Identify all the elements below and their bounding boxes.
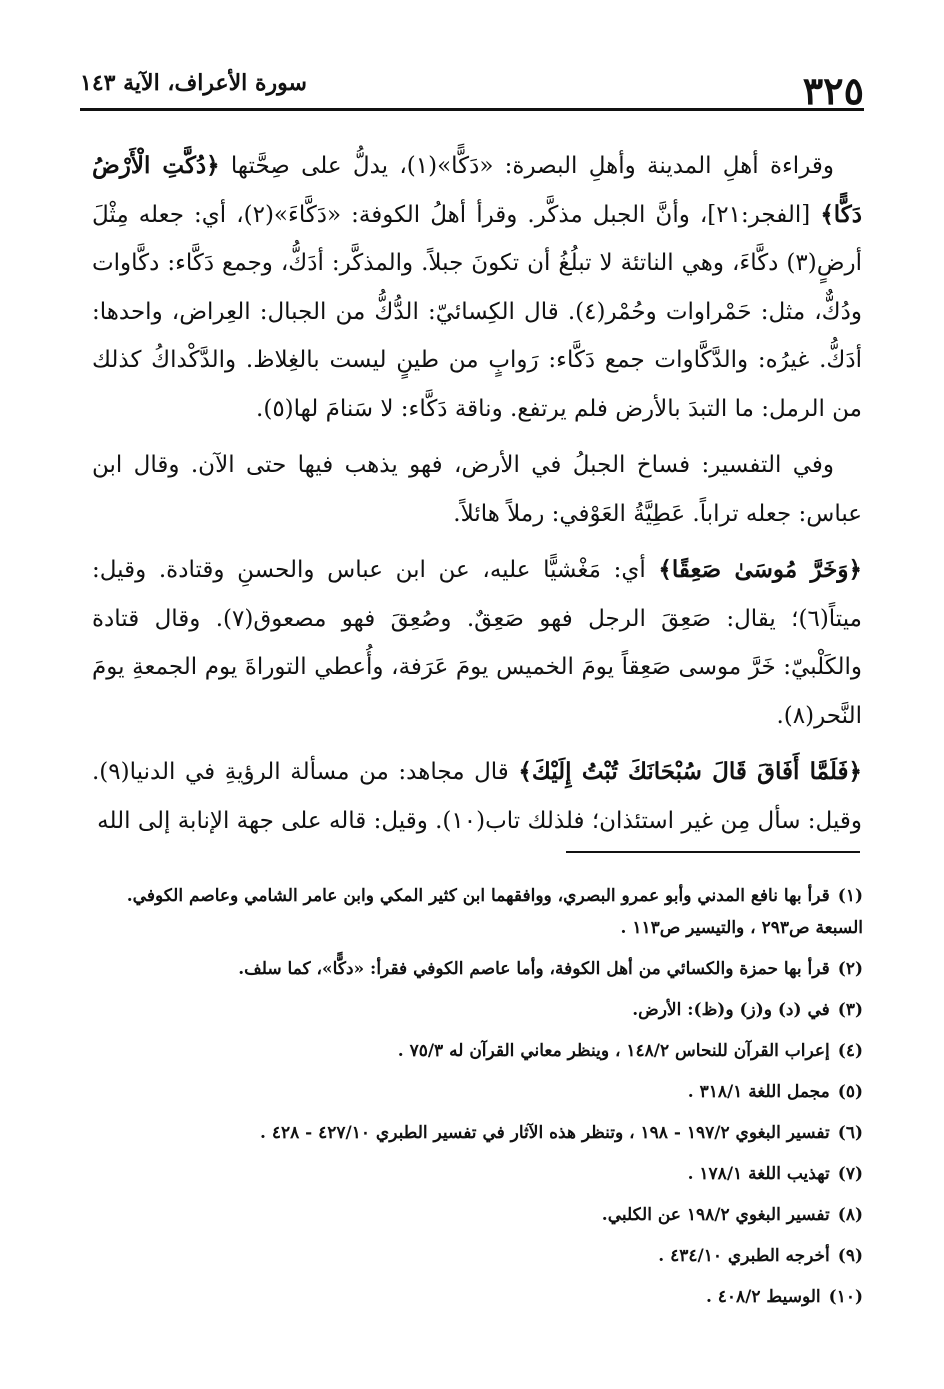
- footnote-text: تفسير البغوي ١٩٨/٢ عن الكلبي.: [601, 1205, 830, 1225]
- quran-verse: ﴿دُكَّتِ الْأَرْضُ دَكًّا﴾: [92, 152, 862, 228]
- footnote: [88, 1281, 863, 1313]
- footnote-number: (١٠): [828, 1287, 863, 1307]
- footnote-text: مجمل اللغة ٣١٨/١ .: [687, 1082, 830, 1102]
- text-run: وقراءة أهلِ المدينة وأهلِ البصرة: «دَكًّا»(١)، يدلُّ على صِحَّتها: [219, 153, 834, 179]
- footnote-text: في (د) و(ز) و(ظ): الأرض.: [632, 1000, 830, 1020]
- footnote-rule: [566, 851, 860, 853]
- footnote-text: تهذيب اللغة ١٧٨/١ .: [687, 1164, 830, 1184]
- footnote-text: تفسير البغوي ١٩٧/٢ - ١٩٨ ، وتنظر هذه الآثار في تفسير الطبري ٤٢٧/١٠ - ٤٢٨ .: [259, 1123, 830, 1143]
- page-number: ٣٢٥: [802, 68, 864, 113]
- paragraph: [92, 546, 862, 740]
- quran-verse: ﴿فَلَمَّا أَفَاقَ قَالَ سُبْحَانَكَ تُبْتُ إِلَيْكَ﴾: [518, 758, 862, 785]
- footnote-text: إعراب القرآن للنحاس ١٤٨/٢ ، وينظر معاني القرآن له ٧٥/٣ .: [397, 1041, 830, 1061]
- footnote: [88, 953, 863, 985]
- header-rule: [80, 108, 864, 111]
- footnote: [88, 1199, 863, 1231]
- footnote-number: (٤): [837, 1041, 863, 1061]
- footnote-text: الوسيط ٤٠٨/٢ .: [705, 1287, 821, 1307]
- footnote: [88, 1035, 863, 1067]
- footnote-number: (٨): [837, 1205, 863, 1225]
- footnote-number: (١): [837, 886, 863, 906]
- footnotes: [88, 880, 863, 1322]
- quran-verse: ﴿وَخَرَّ مُوسَىٰ صَعِقًا﴾: [658, 556, 862, 583]
- text-run: [الفجر:٢١]، وأنَّ الجبل مذكَّر. وقرأ أهلُ الكوفة: «دَكَّاءَ»(٢)، أي: جعله مِثْلَ أرضٍ(٣) دكَّاءَ، وهي الناتئة لا تبلُغُ أن تكونَ جبلاً. والمذكَّر: أدَكُّ، وجمع دَكَّاء: دكَّاوات ودُكٌّ، مثل: حَمْراوات وحُمْر(٤). قال الكِسائيّ: الدُّكُّ من الجبال: العِراض، واحدها: أدَكُّ. غيرُه: والدَّكَّاوات جمع دَكَّاء: رَوابٍ من طينٍ ليست بالغِلاظ. والدَّكْداكُ كذلك من الرمل: ما التبدَ بالأرض فلم يرتفع. وناقة دَكَّاء: لا سَنامَ لها(٥).: [92, 201, 862, 422]
- footnote-number: (٥): [837, 1082, 863, 1102]
- footnote-number: (٩): [837, 1246, 863, 1266]
- footnote: [88, 880, 863, 944]
- footnote-number: (٦): [837, 1123, 863, 1143]
- text-run: وفي التفسير: فساخ الجبلُ في الأرض، فهو يذهب فيها حتى الآن. وقال ابن عباس: جعله تراباً. عَطِيَّةُ العَوْفي: رملاً هائلاً.: [92, 452, 862, 527]
- page-header: [80, 62, 864, 118]
- footnote-text: أخرجه الطبري ٤٣٤/١٠ .: [658, 1246, 830, 1266]
- paragraph: [92, 748, 862, 845]
- text-run: أي: مَغْشيًّا عليه، عن ابن عباس والحسنِ وقتادة. وقيل: ميتاً(٦)؛ يقال: صَعِقَ الرجل فهو صَعِقٌ. وصُعِقَ فهو مصعوق(٧). وقال قتادة والكَلْبيّ: خَرَّ موسى صَعِقاً يومَ الخميس يومَ عَرَفة، وأُعطي التوراةَ يوم الجمعةِ يومَ النَّحر(٨).: [92, 557, 862, 729]
- footnote: [88, 1076, 863, 1108]
- footnote: [88, 1240, 863, 1272]
- footnote: [88, 1158, 863, 1190]
- footnote-text: قرأ بها حمزة والكسائي من أهل الكوفة، وأما عاصم الكوفي فقرأ: «دكًّا»، كما سلف.: [238, 959, 830, 979]
- footnote: [88, 994, 863, 1026]
- footnote-number: (٧): [837, 1164, 863, 1184]
- paragraph: [92, 441, 862, 538]
- footnote-text: قرأ بها نافع المدني وأبو عمرو البصري، ووافقهما ابن كثير المكي وابن عامر الشامي وعاصم الكوفي. السبعة ص٢٩٣ ، والتيسير ص١١٣ .: [126, 886, 863, 938]
- text-run: قال مجاهد: من مسألة الرؤيةِ في الدنيا(٩). وقيل: سأل مِن غير استئذان؛ فلذلك تاب(١٠). وقيل: قاله على جهة الإنابة إلى الله: [92, 759, 862, 834]
- running-head: سورة الأعراف، الآية ١٤٣: [80, 70, 307, 96]
- paragraph: [92, 142, 862, 433]
- footnote-number: (٣): [837, 1000, 863, 1020]
- main-text: [92, 142, 862, 853]
- footnote: [88, 1117, 863, 1149]
- footnote-number: (٢): [837, 959, 863, 979]
